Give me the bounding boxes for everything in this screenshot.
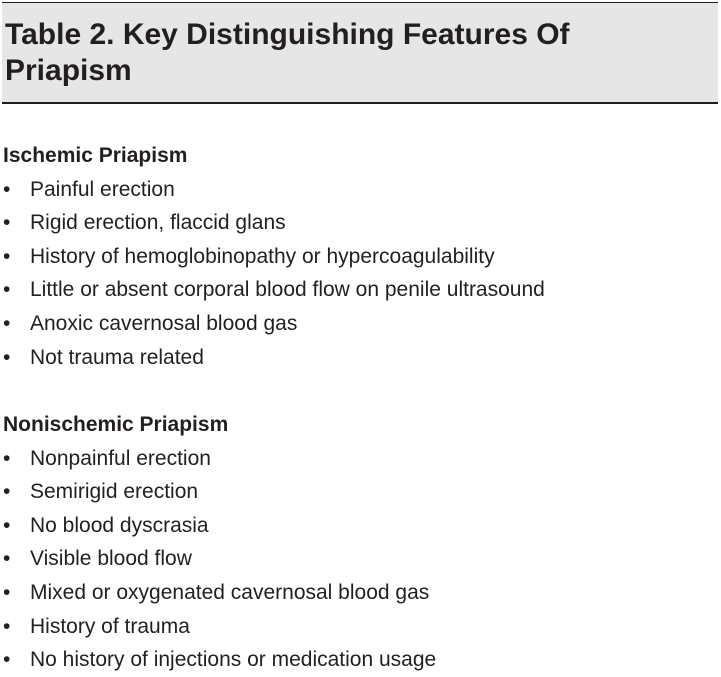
list-item-text: No history of injections or medication usage (30, 648, 437, 672)
list-item (3, 240, 545, 274)
list-item-text: Not trauma related (30, 345, 204, 369)
list-item (3, 307, 545, 341)
bullet-icon: • (3, 177, 11, 201)
list-item (3, 509, 436, 543)
nonischemic-section (3, 408, 436, 677)
section-heading-nonischemic: Nonischemic Priapism (3, 413, 229, 436)
bullet-icon: • (3, 244, 11, 268)
list-item (3, 475, 436, 509)
list-item (3, 206, 545, 240)
bullet-icon: • (3, 513, 11, 537)
list-item (3, 173, 545, 207)
list-item (3, 610, 436, 644)
bullet-icon: • (3, 345, 11, 369)
bullet-icon: • (3, 211, 11, 235)
ischemic-feature-list (3, 173, 545, 375)
bullet-icon: • (3, 311, 11, 335)
list-item-text: Visible blood flow (30, 547, 192, 571)
list-item-text: Nonpainful erection (30, 446, 211, 470)
bullet-icon: • (3, 547, 11, 571)
bullet-icon: • (3, 480, 11, 504)
list-item (3, 576, 436, 610)
ischemic-section (3, 139, 545, 374)
list-item-text: Mixed or oxygenated cavernosal blood gas (30, 580, 430, 604)
bullet-icon: • (3, 446, 11, 470)
list-item (3, 542, 436, 576)
list-item (3, 442, 436, 476)
list-item-text: Semirigid erection (30, 480, 199, 504)
list-item-text: History of trauma (30, 614, 190, 638)
list-item (3, 643, 436, 677)
list-item (3, 273, 545, 307)
bullet-icon: • (3, 614, 11, 638)
list-item-text: Anoxic cavernosal blood gas (30, 311, 298, 335)
list-item-text: No blood dyscrasia (30, 513, 209, 537)
section-heading-ischemic: Ischemic Priapism (3, 144, 188, 167)
bullet-icon: • (3, 580, 11, 604)
list-item (3, 341, 545, 375)
list-item-text: Rigid erection, flaccid glans (30, 211, 286, 235)
list-item-text: Painful erection (30, 177, 175, 201)
list-item-text: History of hemoglobinopathy or hypercoagulability (30, 244, 495, 268)
bullet-icon: • (3, 648, 11, 672)
nonischemic-feature-list (3, 442, 436, 677)
table-header (2, 2, 718, 104)
bullet-icon: • (3, 278, 11, 302)
list-item-text: Little or absent corporal blood flow on penile ultrasound (30, 278, 545, 302)
table-title: Table 2. Key Distinguishing Features Of Priapism (5, 18, 570, 87)
